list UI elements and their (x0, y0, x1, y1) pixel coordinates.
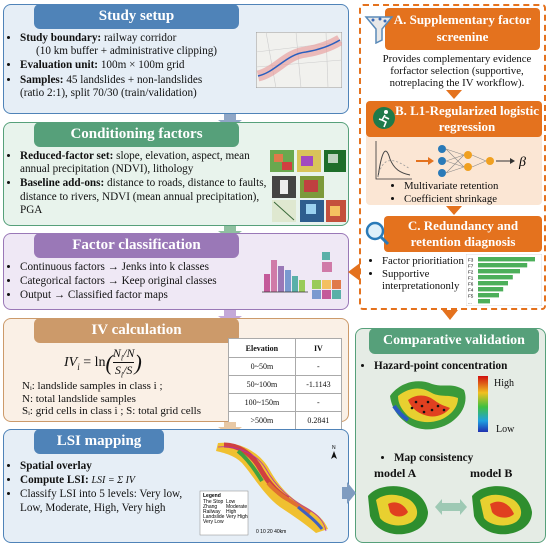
panel-b-item-1: • Multivariate retention (404, 180, 542, 192)
importance-bar (478, 275, 513, 279)
lsi-body (8, 460, 198, 516)
lsi-map (198, 437, 344, 537)
iv-formula: $IV_i = \ln$( $\frac{N_i/N}{S_i/S}$ ) (64, 346, 142, 380)
iv-table (228, 338, 342, 430)
regression-diagram (372, 139, 538, 185)
iv-def-2: N: total landslide samples (22, 392, 136, 405)
lsi-item-3: • Classify LSI into 5 levels: Very low, Low, Moderate, High, Very high (20, 488, 198, 514)
table-row (229, 376, 342, 394)
importance-bar (478, 281, 508, 285)
importance-bar (478, 269, 520, 273)
lsi-legend-item: High (226, 509, 237, 515)
importance-bar (478, 287, 503, 291)
conditioning-body (8, 150, 268, 218)
study-setup-body (8, 32, 258, 101)
samples-sub: (ratio 2:1), split 70/30 (train/validation) (20, 86, 197, 99)
lsi-legend-item: Very High (226, 514, 248, 520)
lsi-legend-item: Moderate (226, 504, 248, 510)
iv-table-header: Elevation (229, 339, 296, 358)
lsi-item-2: Compute LSI: (20, 474, 89, 487)
model-b-label: model B (470, 466, 513, 480)
iv-d2: /S (123, 363, 133, 378)
arrow-supp-to-class (348, 263, 360, 281)
bar-label: F2 (468, 269, 474, 275)
samples-text: 45 landslides + non-landslides (63, 73, 203, 86)
jenks-histogram-icon (262, 250, 344, 306)
panel-b-item-2: • Coefficient shrinkage (404, 193, 542, 205)
baseline-label: Baseline add-ons: (20, 177, 105, 190)
panel-c-title: C. Redundancy and retention diagnosis (384, 216, 542, 252)
study-setup-title: Study setup (34, 4, 239, 29)
lsi-legend-item: Low (226, 499, 236, 505)
lsi-formula: LSI = Σ IV (91, 475, 136, 487)
iv-n2: /N (123, 346, 135, 360)
lsi-legend-item: Railway (203, 509, 221, 515)
table-row (229, 394, 342, 412)
panel-b-title: B. L1-Regularized logistic regression (366, 101, 542, 137)
iv-title: IV calculation (34, 318, 239, 343)
model-a-map (366, 482, 430, 536)
arrow-lsi-to-validation-head (347, 482, 356, 504)
hazard-map (388, 376, 470, 434)
bar-label: F1 (468, 275, 474, 281)
hazard-colorbar (478, 376, 488, 432)
panel-c-list (370, 255, 466, 294)
model-b-map (470, 482, 534, 536)
iv-n1: N (112, 346, 121, 360)
iv-formula-eq: = ln (79, 355, 106, 371)
validation-item-2 (382, 452, 532, 466)
study-area-map (256, 32, 342, 88)
class-item-3: • Output → Classified factor maps (20, 289, 268, 302)
boundary-sub: (10 km buffer + administrative clipping) (36, 45, 218, 58)
panel-c-item-1: • Factor prioritiation (382, 255, 466, 267)
lsi-title: LSI mapping (34, 429, 164, 454)
bar-label: ... (468, 299, 472, 305)
hazard-point-label: • Hazard-point concentration (374, 360, 542, 373)
iv-def-1: Nᵢ: landslide samples in class i ; (22, 380, 163, 392)
factor-importance-chart (466, 254, 542, 306)
importance-bar (478, 257, 535, 261)
model-a-label: model A (374, 466, 417, 480)
bar-label: F3 (468, 257, 474, 263)
unit-text: 100m × 100m grid (98, 59, 185, 72)
lsi-legend-item: Zhang (203, 504, 218, 510)
panel-c-item-2: • Supportive interpretationonly (382, 268, 466, 292)
panel-a-text: Provides complementary evidence forfactor selection (supportive, notreplacing the IV workflow). (382, 53, 532, 90)
arrow-b-to-c (446, 206, 462, 215)
map-consistency-label: • Map consistency (394, 452, 532, 465)
iv-definitions (22, 380, 232, 418)
conditioning-title: Conditioning factors (34, 122, 239, 147)
importance-bar (478, 263, 527, 267)
reduced-label: Reduced-factor set: (20, 150, 114, 162)
class-item-2: • Categorical factors → Keep original classes (20, 275, 268, 288)
bar-label: F4 (468, 287, 474, 293)
factor-thumbnails (270, 150, 346, 222)
beta-symbol: β (519, 155, 526, 170)
panel-b-list (392, 180, 542, 206)
lsi-legend-item: The Stop (203, 499, 224, 505)
arrow-a-to-b (446, 90, 462, 99)
importance-bar (478, 299, 490, 303)
samples-label: Samples: (20, 73, 64, 86)
colorbar-low: Low (496, 424, 515, 435)
class-item-1: • Continuous factors → Jenks into k classes (20, 261, 268, 274)
runner-icon (372, 106, 396, 130)
north-arrow-icon (331, 451, 337, 459)
magnifier-icon (364, 220, 390, 246)
validation-title: Comparative validation (369, 328, 539, 354)
panel-a-title: A. Supplementary factor screenine (385, 8, 540, 50)
table-cell: 50~100m (229, 376, 296, 394)
bar-label: F7 (468, 263, 474, 269)
lsi-legend-title: Legend (203, 493, 221, 499)
iv-n1-sub: i (120, 353, 124, 363)
reduced-text: slope, elevation, aspect, mean annual precipitation (NDVI), lithology (20, 150, 250, 176)
boundary-label: Study boundary: (20, 32, 102, 44)
table-cell: 100~150m (229, 394, 296, 412)
iv-table-header: IV (295, 339, 341, 358)
table-cell: 0~50m (229, 358, 296, 376)
table-row (229, 358, 342, 376)
table-cell: >500m (229, 412, 296, 430)
table-row (229, 412, 342, 430)
classification-body (8, 261, 268, 304)
bar-label: F5 (468, 293, 474, 299)
validation-item-1 (362, 360, 542, 374)
arrow-supp-to-validation (442, 310, 458, 320)
iv-d1: S (114, 363, 121, 378)
colorbar-high: High (494, 378, 514, 389)
double-arrow-icon (434, 498, 468, 516)
lsi-legend-item: Landslide (203, 514, 225, 520)
north-arrow-label: N (332, 445, 336, 451)
table-cell: - (295, 358, 341, 376)
boundary-text: railway corridor (101, 32, 177, 44)
table-cell: - (295, 394, 341, 412)
lsi-legend-item: Very Low (203, 519, 224, 525)
funnel-icon (364, 14, 394, 44)
lsi-scale-bar: 0 10 20 40km (256, 529, 287, 535)
table-cell: -1.1143 (295, 376, 341, 394)
classification-title: Factor classification (34, 233, 239, 258)
baseline-text: distance to roads, distance to faults, distance to rivers, NDVI (mean annual precipitation), PGA (20, 177, 267, 216)
table-cell: 0.2841 (295, 412, 341, 430)
importance-bar (478, 293, 499, 297)
bar-label: F6 (468, 281, 474, 287)
lsi-item-1: • Spatial overlay (20, 460, 198, 473)
iv-formula-lhs: IV (64, 355, 78, 371)
iv-d1-sub: i (120, 370, 124, 380)
unit-label: Evaluation unit: (20, 59, 99, 72)
iv-def-3: Sᵢ: grid cells in class i ; S: total grid cells (22, 405, 202, 417)
